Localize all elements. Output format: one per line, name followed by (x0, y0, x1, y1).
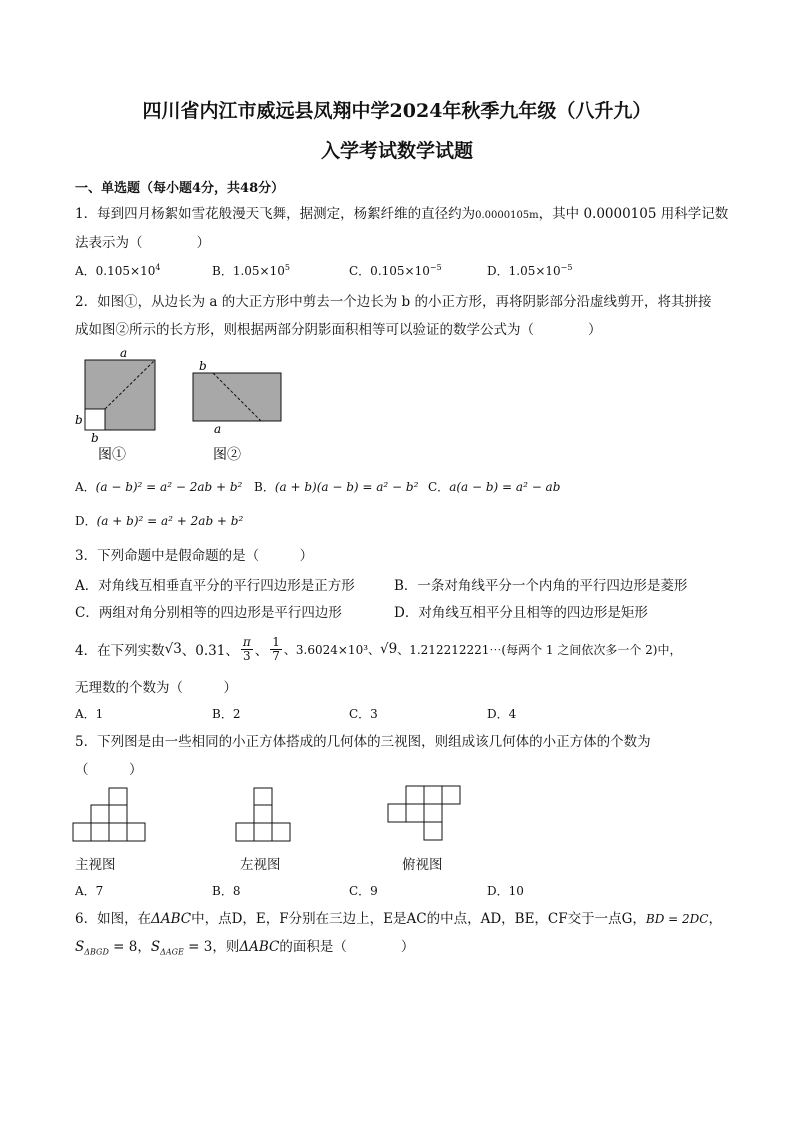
q6-line1: 6．如图，在ΔABC中，点D，E，F分别在三边上，E是AC的中点，AD，BE，CF交于一点G，BD = 2DC， (75, 911, 722, 927)
q4-line1: 4．在下列实数 √3 、0.31、 $\frac{\pi}{3}$ 、 $\frac{1}{7}$ 、3.6024×10³、 √9 、1.212212221⋯(每两个 1 之间依次多一个 2)中， (75, 634, 682, 663)
q5-option-c[interactable]: C．9 (349, 884, 378, 898)
front-view-caption: 主视图 (75, 857, 116, 873)
q3-option-a[interactable]: A．对角线互相垂直平分的平行四边形是正方形 (75, 578, 355, 594)
q1-option-c[interactable]: C．$0.105\times 10^{-5}$ (349, 263, 442, 278)
q1-line1: 1．每到四月杨絮如雪花般漫天飞舞，据测定，杨絮纤维的直径约为0.0000105m，其中 0.0000105 用科学记数 (75, 206, 729, 222)
q2-line2: 成如图②所示的长方形，则根据两部分阴影面积相等可以验证的数学公式为（ ） (75, 322, 602, 338)
left-view-caption: 左视图 (240, 857, 281, 873)
label-a: a (120, 346, 128, 360)
q5-option-b[interactable]: B．8 (212, 884, 241, 898)
q4-option-d[interactable]: D．4 (487, 707, 517, 721)
q2-figure-1 (70, 344, 170, 462)
top-view-diagram (387, 785, 463, 843)
q4-line2: 无理数的个数为（ ） (75, 680, 237, 696)
front-view-diagram (72, 787, 162, 843)
q1-option-a[interactable]: A．$0.105\times 10^4$ (75, 263, 161, 278)
label-b-bottom: b (91, 431, 99, 445)
q4-option-b[interactable]: B．2 (212, 707, 241, 721)
q5-line2: （ ） (75, 762, 143, 778)
q2-option-a[interactable]: A．(a − b)² = a² − 2ab + b² (75, 480, 243, 494)
q2-option-d[interactable]: D．(a + b)² = a² + 2ab + b² (75, 514, 244, 528)
q3-option-d[interactable]: D．对角线互相平分且相等的四边形是矩形 (394, 605, 648, 621)
q4-option-c[interactable]: C．3 (349, 707, 378, 721)
rectangle (193, 373, 281, 421)
section-header: 一、单选题（每小题4分，共48分） (75, 181, 285, 196)
q1-option-d[interactable]: D．$1.05\times 10^{-5}$ (487, 263, 573, 278)
q3-option-b[interactable]: B．一条对角线平分一个内角的平行四边形是菱形 (394, 578, 688, 594)
q5-line1: 5．下列图是由一些相同的小正方体搭成的几何体的三视图，则组成该几何体的小正方体的个数为 (75, 734, 651, 750)
label-b-left: b (75, 413, 83, 427)
left-view-diagram (235, 787, 295, 843)
small-square (85, 409, 105, 430)
q2-figure-2 (186, 356, 290, 462)
q6-line2: $S_{\Delta BGD} = 8$，$S_{\Delta AGE} = 3$，则ΔABC的面积是（ ） (75, 939, 415, 957)
q3-option-c[interactable]: C．两组对角分别相等的四边形是平行四边形 (75, 605, 342, 621)
q2-option-b[interactable]: B．(a + b)(a − b) = a² − b² (254, 480, 419, 494)
q2-line1: 2．如图①，从边长为 a 的大正方形中剪去一个边长为 b 的小正方形，再将阴影部分沿虚线剪开，将其拼接 (75, 294, 712, 310)
exam-title-line1: 四川省内江市威远县凤翔中学2024年秋季九年级（八升九） (142, 100, 652, 122)
q1-option-b[interactable]: B．$1.05\times 10^5$ (212, 263, 290, 278)
q1-line2: 法表示为（ ） (75, 235, 210, 251)
top-view-caption: 俯视图 (402, 857, 443, 873)
label-b: b (199, 359, 207, 373)
figure-1-caption: 图① (98, 447, 126, 462)
fraction-1-over-7: $\frac{1}{7}$ (272, 634, 280, 663)
q4-option-a[interactable]: A．1 (75, 707, 104, 721)
q2-option-c[interactable]: C．a(a − b) = a² − ab (428, 480, 561, 494)
label-a: a (214, 422, 222, 436)
q5-option-d[interactable]: D．10 (487, 884, 524, 898)
q3-stem: 3．下列命题中是假命题的是（ ） (75, 548, 314, 564)
exam-title-line2: 入学考试数学试题 (320, 140, 473, 162)
fraction-pi-over-3: $\frac{\pi}{3}$ (242, 634, 251, 663)
q5-option-a[interactable]: A．7 (75, 884, 104, 898)
figure-2-caption: 图② (213, 447, 241, 462)
